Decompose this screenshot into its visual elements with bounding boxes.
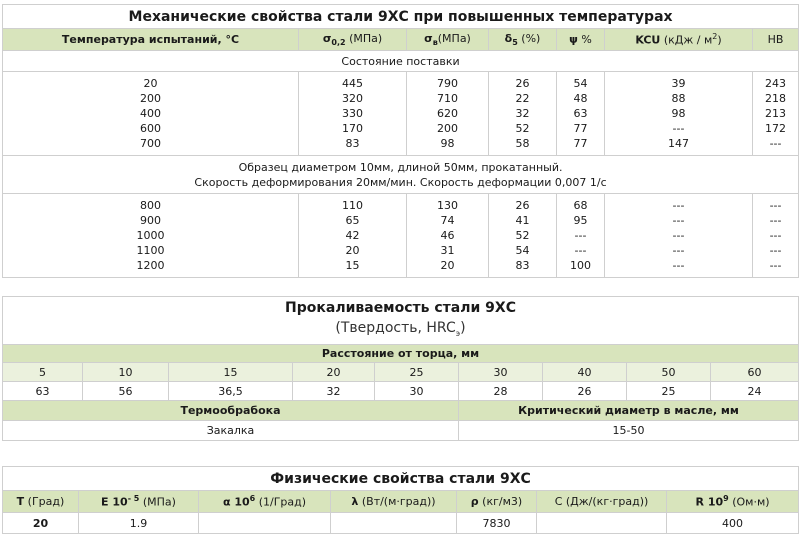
s02-values: 445 320 330 170 83	[299, 72, 407, 156]
header-r: R $10^9$ (Ом·м)	[667, 491, 799, 513]
distance-cell: 25	[375, 363, 459, 382]
hardness-cell: 26	[543, 382, 627, 401]
hardenability-table	[2, 296, 799, 441]
distance-row	[3, 363, 799, 382]
hardenability-title-cell	[3, 297, 799, 345]
mechanical-header-row	[3, 29, 799, 51]
physical-header-row	[3, 491, 799, 513]
physical-properties-table	[2, 466, 799, 534]
rho-value: 7830	[457, 513, 537, 534]
physical-data-row	[3, 513, 799, 534]
distance-cell: 50	[627, 363, 711, 382]
section-delivery-state: Состояние поставки	[3, 51, 799, 72]
psi-values: 54 48 63 77 77	[557, 72, 605, 156]
hb-values: --- --- --- --- ---	[753, 194, 799, 278]
s02-values: 110 65 42 20 15	[299, 194, 407, 278]
header-alpha: α $10^6$ (1/Град)	[199, 491, 331, 513]
header-t: T (Град)	[3, 491, 79, 513]
hardenability-subtitle: (Твердость, $HRC_э$)	[335, 319, 466, 338]
d5-values: 26 22 32 52 58	[489, 72, 557, 156]
t-value: 20	[3, 513, 79, 534]
r-value: 400	[667, 513, 799, 534]
mechanical-properties-table	[2, 4, 799, 278]
temp-values: 800 900 1000 1100 1200	[3, 194, 299, 278]
hardness-cell: 30	[375, 382, 459, 401]
header-e: E $10^{- 5}$ (МПа)	[79, 491, 199, 513]
header-tensile-strength: $\sigma_в(МПа)$	[407, 29, 489, 51]
distance-cell: 30	[459, 363, 543, 382]
hardness-cell: 63	[3, 382, 83, 401]
treatment-value: Закалка	[3, 421, 459, 441]
distance-cell: 5	[3, 363, 83, 382]
header-impact: KCU $(кДж / м^2)$	[605, 29, 753, 51]
alpha-value	[199, 513, 331, 534]
header-yield-strength: $\sigma_{0,2}$ (МПа)	[299, 29, 407, 51]
data-block-delivery	[3, 72, 799, 156]
header-reduction: ψ %	[557, 29, 605, 51]
critical-diameter-header: Критический диаметр в масле, мм	[459, 401, 799, 421]
distance-cell: 20	[293, 363, 375, 382]
sb-values: 790 710 620 200 98	[407, 72, 489, 156]
distance-header: Расстояние от торца, мм	[3, 345, 799, 363]
header-temperature: Температура испытаний, °С	[3, 29, 299, 51]
header-c: C (Дж/(кг·град))	[537, 491, 667, 513]
mechanical-title: Механические свойства стали 9ХС при повышенных температурах	[3, 5, 799, 29]
header-lambda: λ (Вт/(м·град))	[331, 491, 457, 513]
kcu-values: --- --- --- --- ---	[605, 194, 753, 278]
hardness-row	[3, 382, 799, 401]
hardness-cell: 28	[459, 382, 543, 401]
psi-values: 68 95 --- --- 100	[557, 194, 605, 278]
hardness-cell: 56	[83, 382, 169, 401]
hardenability-title: Прокаливаемость стали 9ХС	[5, 298, 796, 318]
hardness-cell: 36,5	[169, 382, 293, 401]
c-value	[537, 513, 667, 534]
treatment-header: Термообрабока	[3, 401, 459, 421]
distance-cell: 15	[169, 363, 293, 382]
critical-diameter-value: 15-50	[459, 421, 799, 441]
physical-title: Физические свойства стали 9ХС	[3, 467, 799, 491]
distance-cell: 40	[543, 363, 627, 382]
distance-cell: 10	[83, 363, 169, 382]
header-hb: HB	[753, 29, 799, 51]
lambda-value	[331, 513, 457, 534]
d5-values: 26 41 52 54 83	[489, 194, 557, 278]
header-elongation: $\delta_5$ (%)	[489, 29, 557, 51]
hardness-cell: 32	[293, 382, 375, 401]
temp-values: 20 200 400 600 700	[3, 72, 299, 156]
distance-cell: 60	[711, 363, 799, 382]
hb-values: 243 218 213 172 ---	[753, 72, 799, 156]
data-block-hot	[3, 194, 799, 278]
sb-values: 130 74 46 31 20	[407, 194, 489, 278]
header-rho: ρ (кг/м3)	[457, 491, 537, 513]
hardness-cell: 25	[627, 382, 711, 401]
hardness-cell: 24	[711, 382, 799, 401]
e-value: 1.9	[79, 513, 199, 534]
kcu-values: 39 88 98 --- 147	[605, 72, 753, 156]
section-sample-description: Образец диаметром 10мм, длиной 50мм, прокатанный. Скорость деформирования 20мм/мин. Скорость деформации 0,007 1/с	[3, 156, 799, 194]
